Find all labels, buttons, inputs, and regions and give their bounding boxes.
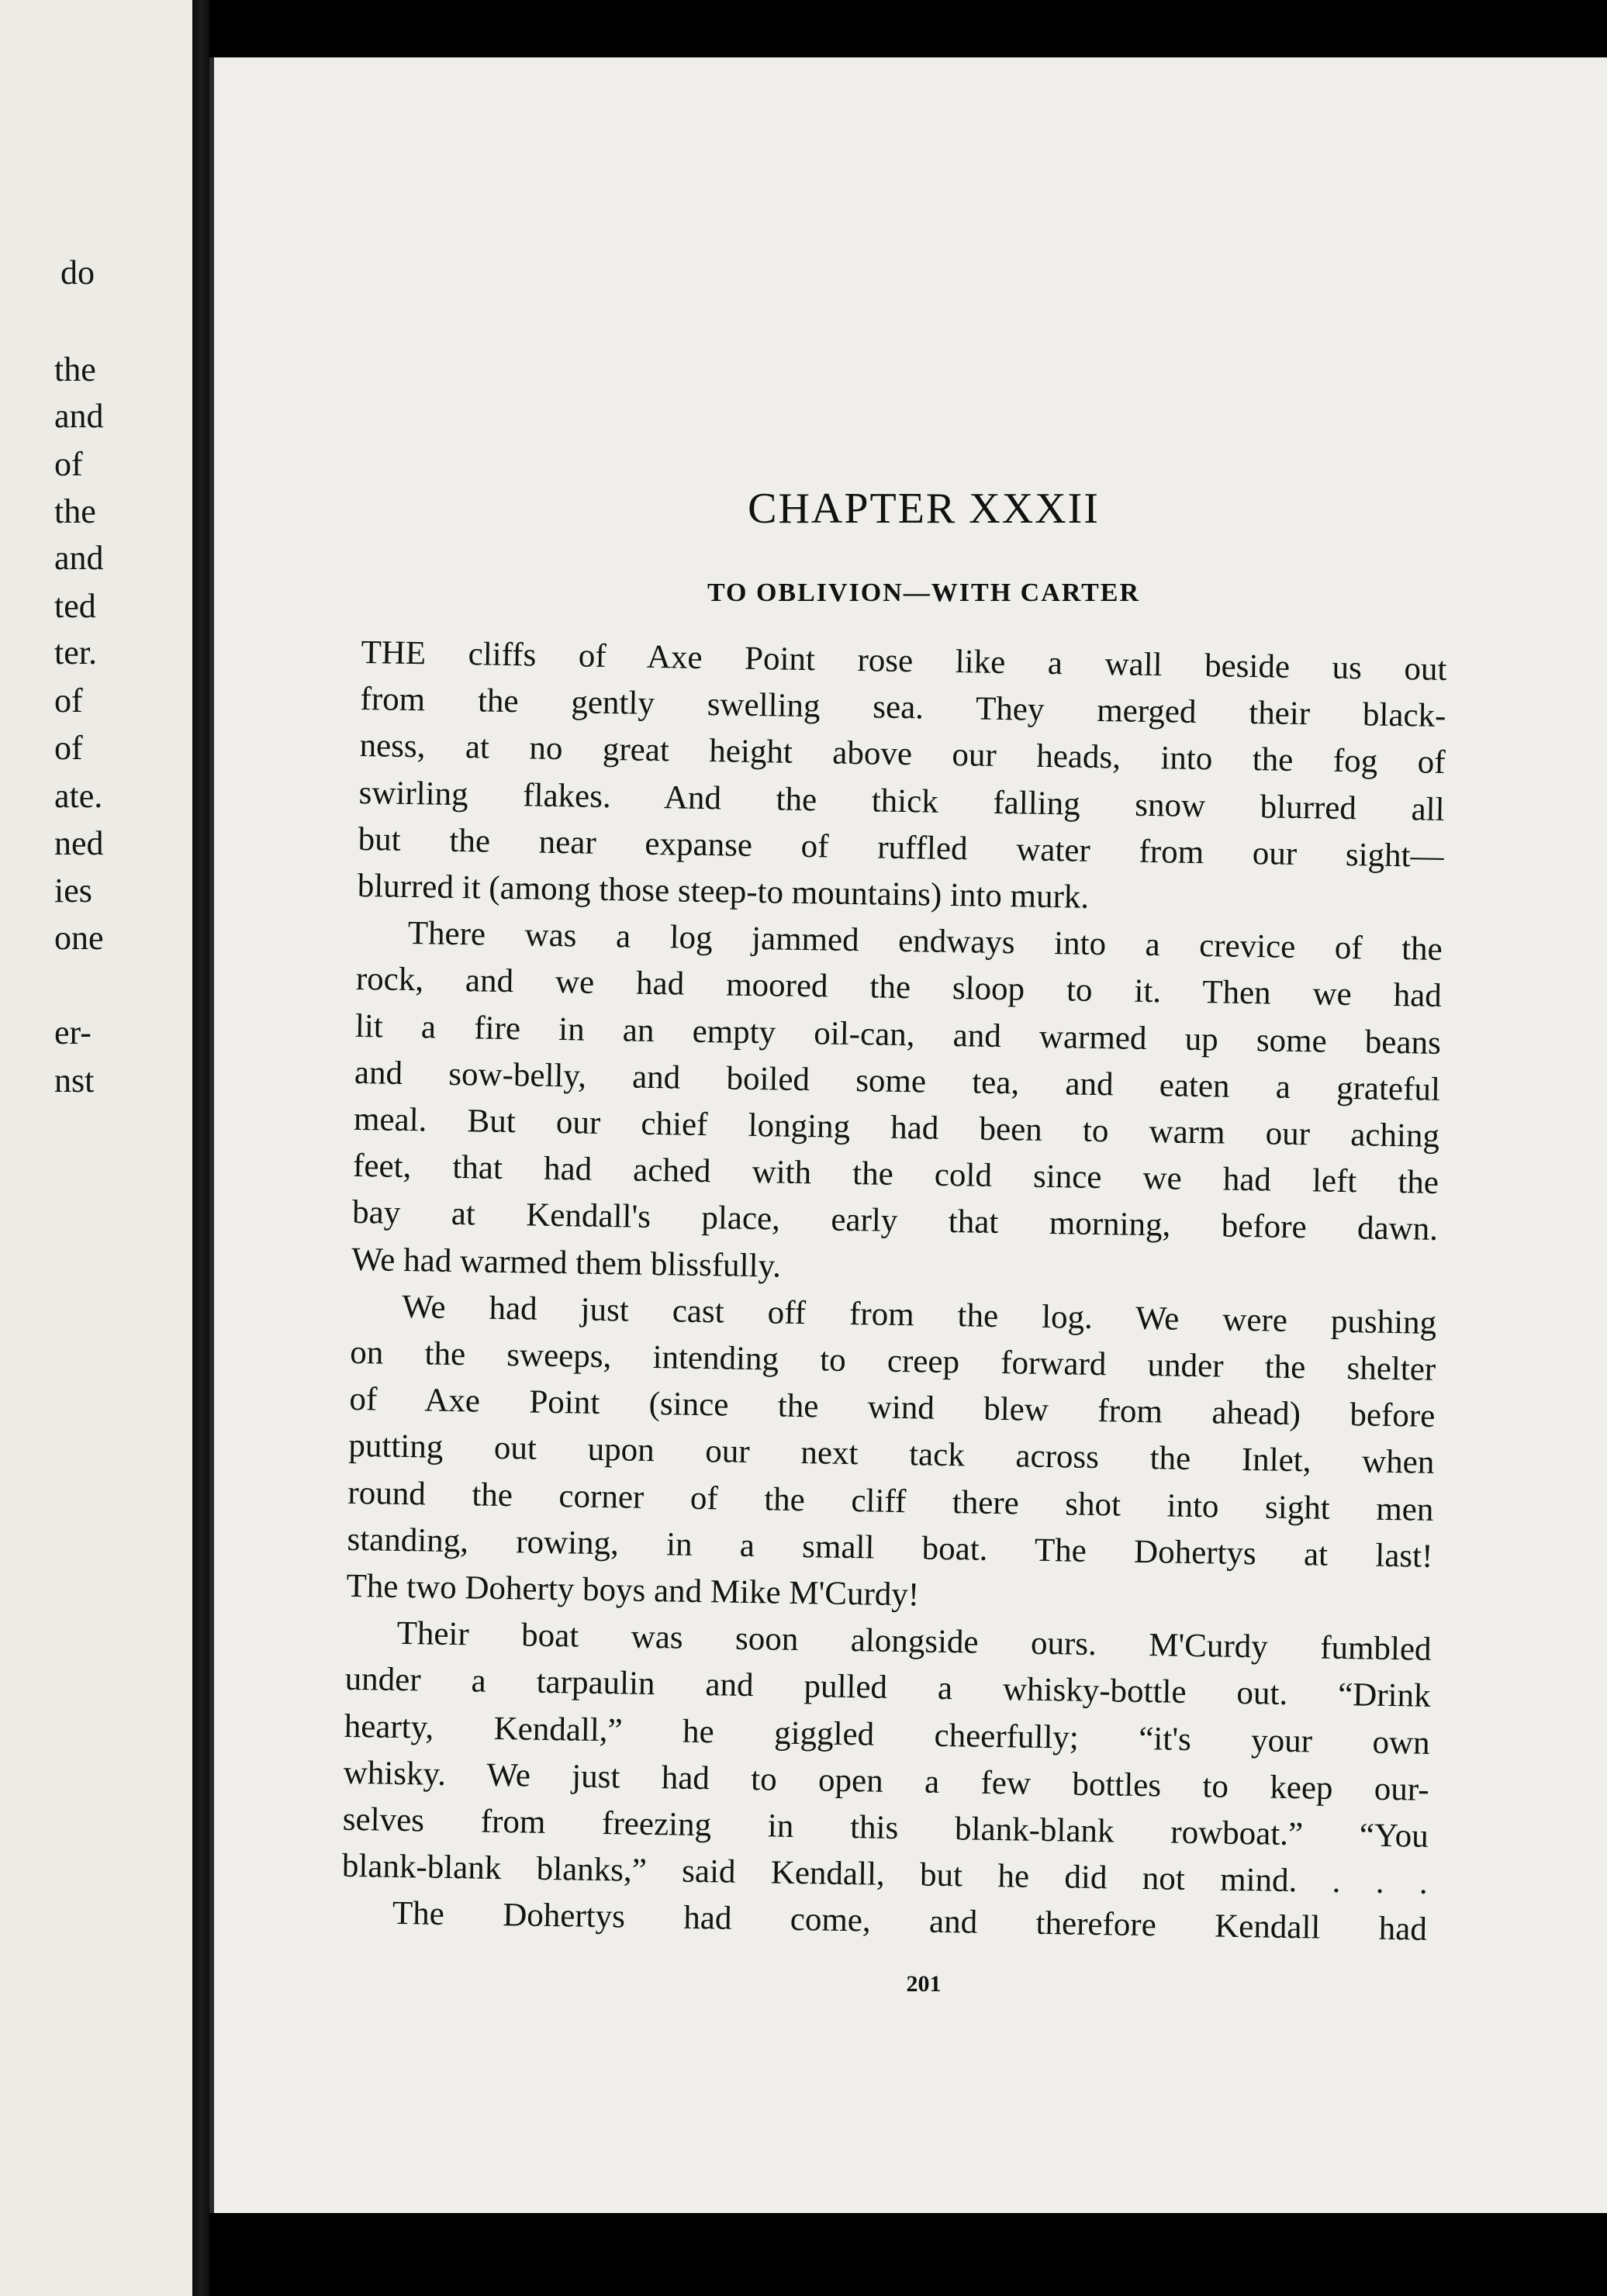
paragraph bbox=[357, 630, 1447, 927]
text-line: bay at Kendall's place, early that morning, before dawn. bbox=[351, 1194, 1439, 1248]
facing-page-word: and bbox=[54, 397, 104, 435]
facing-page-word: er- bbox=[54, 1013, 92, 1051]
text-line: hearty, Kendall,” he giggled cheerfully; “it's your own bbox=[344, 1707, 1430, 1762]
facing-page-word: do bbox=[60, 254, 95, 292]
paragraph bbox=[341, 1610, 1432, 1907]
text-line: round the corner of the cliff there shot into sight men bbox=[347, 1474, 1434, 1528]
text-line: We had just cast off from the log. We were pushing bbox=[401, 1288, 1437, 1341]
text-line: under a tarpaulin and pulled a whisky-bottle out. “Drink bbox=[344, 1661, 1431, 1715]
facing-page-word: ned bbox=[54, 824, 104, 862]
text-line: on the sweeps, intending to creep forward under the shelter bbox=[349, 1334, 1436, 1388]
facing-page-word: ter. bbox=[54, 634, 97, 672]
text-line: feet, that had ached with the cold since we had left the bbox=[352, 1148, 1439, 1202]
paragraph bbox=[346, 1283, 1436, 1627]
chapter-body bbox=[341, 630, 1447, 1953]
facing-page-word: ate. bbox=[54, 777, 103, 815]
text-line: blank-blank blanks,” said Kendall, but he did not mind. . . . bbox=[341, 1848, 1429, 1902]
facing-page-word: of bbox=[54, 445, 83, 483]
text-line: THE cliffs of Axe Point rose like a wall beside us out bbox=[361, 634, 1447, 688]
facing-page-fragment bbox=[0, 0, 192, 2296]
text-line: meal. But our chief longing had been to warm our aching bbox=[353, 1100, 1440, 1155]
chapter-heading: CHAPTER XXXII bbox=[748, 485, 1100, 533]
text-line: Their boat was soon alongside ours. M'Curdy fumbled bbox=[396, 1615, 1432, 1669]
text-line: There was a log jammed endways into a crevice of the bbox=[407, 915, 1443, 968]
text-line: but the near expanse of ruffled water from our sight— bbox=[358, 820, 1444, 875]
facing-page-word: the bbox=[54, 492, 96, 530]
book-gutter bbox=[192, 0, 209, 2296]
facing-page-word: nst bbox=[54, 1062, 95, 1100]
text-line: from the gently swelling sea. They merged their black- bbox=[360, 681, 1446, 735]
facing-page-word: and bbox=[54, 539, 104, 577]
text-line: ness, at no great height above our heads, into the fog of bbox=[359, 727, 1446, 782]
facing-page-word: one bbox=[54, 919, 104, 957]
text-line: standing, rowing, in a small boat. The Dohertys at last! bbox=[347, 1521, 1433, 1575]
text-line: The Dohertys had come, and therefore Kendall had bbox=[392, 1895, 1428, 1949]
facing-page-word: ted bbox=[54, 587, 96, 625]
text-line: putting out upon our next tack across the Inlet, when bbox=[348, 1428, 1435, 1482]
text-line: rock, and we had moored the sloop to it. Then we had bbox=[355, 961, 1443, 1015]
text-line: whisky. We just had to open a few bottles to keep our- bbox=[343, 1754, 1430, 1808]
facing-page-word: of bbox=[54, 729, 83, 767]
text-line: swirling flakes. And the thick falling snow blurred all bbox=[358, 774, 1445, 828]
chapter-subtitle: TO OBLIVION—WITH CARTER bbox=[707, 578, 1141, 607]
facing-page-word: of bbox=[54, 682, 83, 720]
paragraph bbox=[351, 910, 1443, 1300]
text-line: We had warmed them blissfully. bbox=[351, 1241, 782, 1285]
page-number: 201 bbox=[906, 1971, 942, 1997]
book-page bbox=[209, 57, 1607, 2213]
text-line: The two Doherty boys and Mike M'Curdy! bbox=[346, 1567, 920, 1614]
facing-page-word: ies bbox=[54, 872, 92, 910]
text-line: lit a fire in an empty oil-can, and warmed up some beans bbox=[354, 1007, 1442, 1062]
text-line: and sow-belly, and boiled some tea, and eaten a grateful bbox=[354, 1054, 1441, 1108]
text-line: blurred it (among those steep-to mountains) into murk. bbox=[357, 867, 1090, 916]
text-line: of Axe Point (since the wind blew from ahead) before bbox=[349, 1381, 1436, 1435]
facing-page-word: the bbox=[54, 350, 96, 388]
text-line: selves from freezing in this blank-blank rowboat.” “You bbox=[342, 1801, 1429, 1855]
